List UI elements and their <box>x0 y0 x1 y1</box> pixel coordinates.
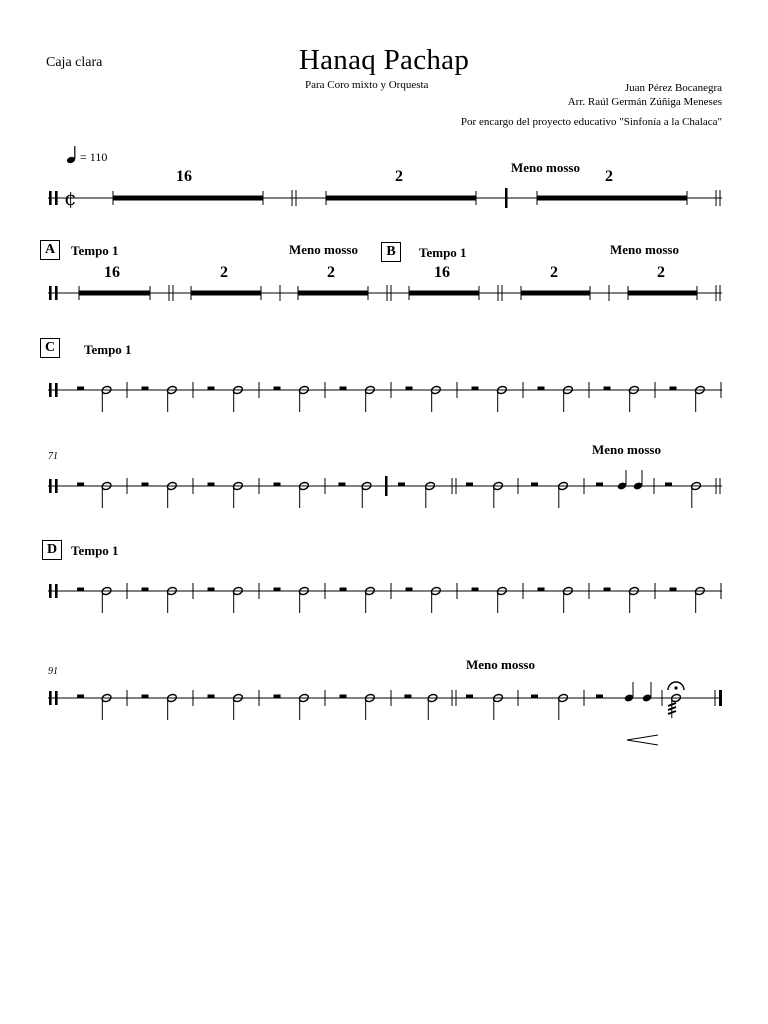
half-rest <box>531 483 538 487</box>
multirest-bar <box>79 291 150 296</box>
half-rest <box>77 387 84 391</box>
multirest-count: 2 <box>550 264 558 281</box>
half-rest <box>538 588 545 592</box>
half-rest <box>77 695 84 699</box>
half-rest <box>531 695 538 699</box>
half-rest <box>77 483 84 487</box>
tempo-mark-d: Tempo 1 <box>71 543 119 558</box>
half-rest <box>466 695 473 699</box>
half-rest <box>472 387 479 391</box>
fermata-icon <box>674 686 677 689</box>
composer-credit: Juan Pérez Bocanegra <box>624 82 722 94</box>
half-rest <box>466 483 473 487</box>
multirest-bar <box>298 291 368 296</box>
half-rest <box>338 483 345 487</box>
multirest-bar <box>537 196 687 201</box>
instrument-name: Caja clara <box>46 55 103 70</box>
multirest-count: 2 <box>327 264 335 281</box>
multirest-count: 2 <box>657 264 665 281</box>
half-rest <box>274 588 281 592</box>
half-rest <box>208 387 215 391</box>
half-rest <box>274 695 281 699</box>
half-rest <box>670 588 677 592</box>
multirest-count: 2 <box>220 264 228 281</box>
rehearsal-mark-d: D <box>42 540 62 560</box>
rehearsal-mark-c: C <box>40 338 60 358</box>
multirest-bar <box>326 196 476 201</box>
half-rest <box>340 387 347 391</box>
tremolo-stroke <box>668 703 676 706</box>
multirest-bar <box>521 291 590 296</box>
half-rest <box>604 588 611 592</box>
half-rest <box>208 695 215 699</box>
half-rest <box>340 695 347 699</box>
half-rest <box>665 483 672 487</box>
half-rest <box>596 483 603 487</box>
tempo-meno-mosso-a: Meno mosso <box>289 242 358 257</box>
multirest-bar <box>628 291 697 296</box>
multirest-bar <box>191 291 261 296</box>
half-rest <box>404 695 411 699</box>
multirest-count: 16 <box>176 168 192 185</box>
tempo-meno-mosso-91: Meno mosso <box>466 657 535 672</box>
metronome-value: = 110 <box>80 150 108 164</box>
half-rest <box>142 483 149 487</box>
half-rest <box>406 387 413 391</box>
tempo-meno-mosso-1: Meno mosso <box>511 160 580 175</box>
half-rest <box>340 588 347 592</box>
half-rest <box>142 588 149 592</box>
multirest-count: 2 <box>395 168 403 185</box>
half-rest <box>142 387 149 391</box>
crescendo-hairpin <box>627 735 658 740</box>
rehearsal-mark-b: B <box>381 242 401 262</box>
score-title: Hanaq Pachap <box>298 44 470 76</box>
commission-credit: Por encargo del proyecto educativo "Sinfonía a la Chalaca" <box>460 116 722 128</box>
multirest-count: 16 <box>104 264 120 281</box>
tremolo-stroke <box>668 711 676 714</box>
barline <box>505 188 508 208</box>
half-rest <box>142 695 149 699</box>
measure-number-71: 71 <box>48 451 58 462</box>
crescendo-hairpin <box>627 740 658 745</box>
tempo-meno-mosso-71: Meno mosso <box>592 442 661 457</box>
tempo-mark-a: Tempo 1 <box>71 243 119 258</box>
half-rest <box>604 387 611 391</box>
half-rest <box>274 387 281 391</box>
half-rest <box>406 588 413 592</box>
tremolo-stroke <box>668 707 676 710</box>
arranger-credit: Arr. Raúl Germán Zúñiga Meneses <box>567 96 722 108</box>
tempo-meno-mosso-b: Meno mosso <box>610 242 679 257</box>
multirest-bar <box>409 291 479 296</box>
half-rest <box>472 588 479 592</box>
half-rest <box>596 695 603 699</box>
half-rest <box>208 483 215 487</box>
half-rest <box>274 483 281 487</box>
rehearsal-mark-a: A <box>40 240 60 260</box>
tempo-mark-c: Tempo 1 <box>84 342 132 357</box>
half-rest <box>398 483 405 487</box>
barline <box>385 476 388 496</box>
multirest-count: 16 <box>434 264 450 281</box>
final-barline <box>719 690 722 706</box>
half-rest <box>77 588 84 592</box>
score-subtitle: Para Coro mixto y Orquesta <box>305 79 429 91</box>
cut-time-symbol: ¢ <box>64 186 77 210</box>
measure-number-91: 91 <box>48 666 58 677</box>
half-rest <box>670 387 677 391</box>
half-rest <box>208 588 215 592</box>
half-rest <box>538 387 545 391</box>
multirest-bar <box>113 196 263 201</box>
multirest-count: 2 <box>605 168 613 185</box>
tempo-mark-b: Tempo 1 <box>419 245 467 260</box>
